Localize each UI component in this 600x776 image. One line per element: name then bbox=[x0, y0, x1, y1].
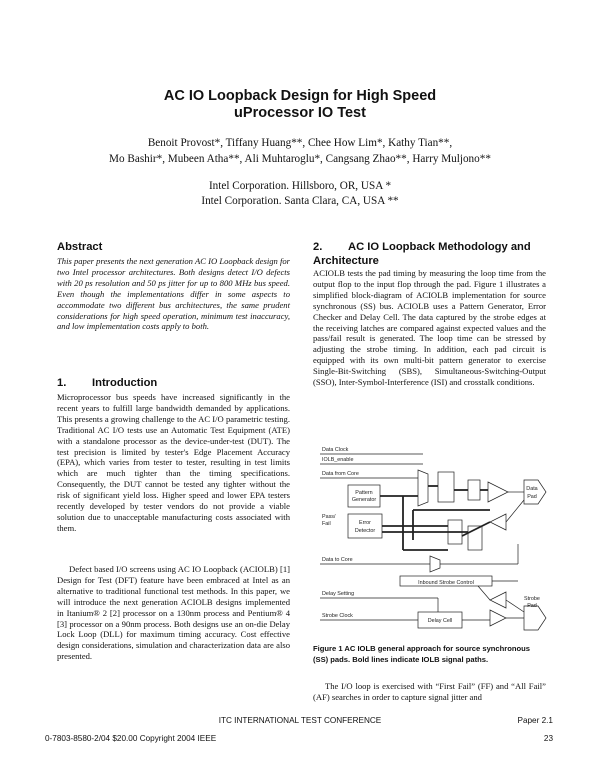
footer-page-number: 23 bbox=[543, 734, 553, 743]
footer-copyright: 0-7803-8580-2/04 $20.00 Copyright 2004 IEEE bbox=[45, 734, 217, 743]
affiliation-line-2: Intel Corporation. Santa Clara, CA, USA ** bbox=[201, 195, 399, 207]
figure-1-caption-line-1: Figure 1 AC IOLB general approach for source synchronous bbox=[313, 644, 531, 653]
label-delay-setting: Delay Setting bbox=[322, 591, 355, 597]
label-pass: Pass/ bbox=[322, 514, 336, 520]
figure-1-caption-line-2: (SS) pads. Bold lines indicate IOLB signal paths. bbox=[313, 655, 489, 664]
authors-line-2: Mo Bashir*, Mubeen Atha**, Ali Muhtaroglu*, Cangsang Zhao**, Harry Muljono** bbox=[109, 153, 491, 165]
label-data-from-core: Data from Core bbox=[322, 471, 359, 477]
affiliation-line-1: Intel Corporation. Hillsboro, OR, USA * bbox=[208, 180, 392, 192]
label-data-pad: Pad bbox=[527, 494, 537, 500]
label-delay-cell: Delay Cell bbox=[427, 618, 453, 624]
authors-line-1: Benoit Provost*, Tiffany Huang**, Chee How Lim*, Kathy Tian**, bbox=[147, 137, 453, 149]
paper-title-line-2: uProcessor IO Test bbox=[234, 105, 366, 121]
label-inbound-strobe-control: Inbound Strobe Control bbox=[418, 580, 474, 586]
method-section-number: 2. bbox=[313, 241, 323, 253]
footer-paper-number: Paper 2.1 bbox=[517, 716, 553, 725]
label-error: Error bbox=[359, 520, 371, 526]
intro-section-number: 1. bbox=[57, 377, 67, 389]
label-strobe: Strobe bbox=[524, 596, 540, 602]
label-iolb-enable: IOLB_enable bbox=[322, 457, 354, 463]
intro-heading: Introduction bbox=[92, 377, 158, 389]
method-paragraph-1: ACIOLB tests the pad timing by measuring the loop time from the output flop to the input flop through the pad. Figure 1 illustrates a simplified block-diagram of ACIOLB implementation for source synchronous (SS) bus. ACIOLB uses a Pattern Generator, Error Checker and Delay Cell. The data captured by the strobe edges at the receiving latches are compared against expected values and the pass/fail result is generated. The loop time can be stressed by adjusting the strobe timing. In addition, each pad circuit is equipped with its own multi-bit pattern generator to exercise Single-Bit-Switching (SBS), Simultaneous-Switching-Output (SSO), Inter-Symbol-Interference (ISI) and crosstalk conditions. bbox=[313, 268, 546, 388]
label-strobe-pad: Pad bbox=[527, 603, 537, 609]
intro-paragraph-1: Microprocessor bus speeds have increased significantly in the recent years to fulfill large bandwidth demanded by applications. This presents a growing challenge to the AC I/O parametric testing. Traditional AC I/O tests use an Automatic Test Equipment (ATE) with a standalone processor as the device-under-test (DUT). The test precision is limited by tester's Edge Placement Accuracy (EPA), which varies from tester to tester, resulting in test limits which are much tighter than the timing specifications. Consequently, the DUT cannot be tested any tighter without the risk of significant yield loss. Higher speed and lower EPA testers recently developed by tester vendors do not provide a viable solution due to unacceptable manufacturing costs associated with them. bbox=[57, 392, 290, 533]
label-data: Data bbox=[526, 486, 538, 492]
label-fail: Fail bbox=[322, 521, 331, 527]
label-data-to-core: Data to Core bbox=[322, 557, 353, 563]
method-paragraph-2: The I/O loop is exercised with “First Fail” (FF) and “All Fail” (AF) searches in order to capture signal jitter and bbox=[313, 681, 546, 702]
label-detector: Detector bbox=[354, 528, 376, 534]
label-data-clock: Data Clock bbox=[322, 447, 349, 453]
abstract-heading: Abstract bbox=[57, 241, 103, 253]
label-generator: Generator bbox=[351, 497, 377, 503]
figure-1-diagram bbox=[318, 440, 552, 640]
method-heading: AC IO Loopback Methodology and Architecture bbox=[313, 241, 531, 267]
abstract-text: This paper presents the next generation AC IO Loopback design for two Intel processor architectures. Both designs detect I/O defects with 20 ps resolution and 50 ps jitter for up to 800 MHz bus speed. Even though the implementations differ in some aspects to accommodate two different bus architectures, the same prudent considerations for high speed operation, minimum test inaccuracy, and low implementation costs apply to both. bbox=[57, 256, 290, 332]
paper-title-line-1: AC IO Loopback Design for High Speed bbox=[163, 88, 437, 104]
label-pattern: Pattern bbox=[355, 490, 373, 496]
label-strobe-clock: Strobe Clock bbox=[322, 613, 353, 619]
footer-conference: ITC INTERNATIONAL TEST CONFERENCE bbox=[218, 716, 382, 725]
intro-paragraph-2: Defect based I/O screens using AC IO Loopback (ACIOLB) [1] Design for Test (DFT) feature have been embraced at Intel as an alternative to traditional functional test methods. In this paper, we will introduce the next generation ACIOLB designs implemented in Itanium® 2 [2] processor on a 130nm process and Pentium® 4 [3] processor on a 90nm process. Both designs use an on-die Delay Lock Loop (DLL) for maximum timing accuracy. Cost effective design considerations, simulation and characterization data are also presented. bbox=[57, 564, 290, 662]
